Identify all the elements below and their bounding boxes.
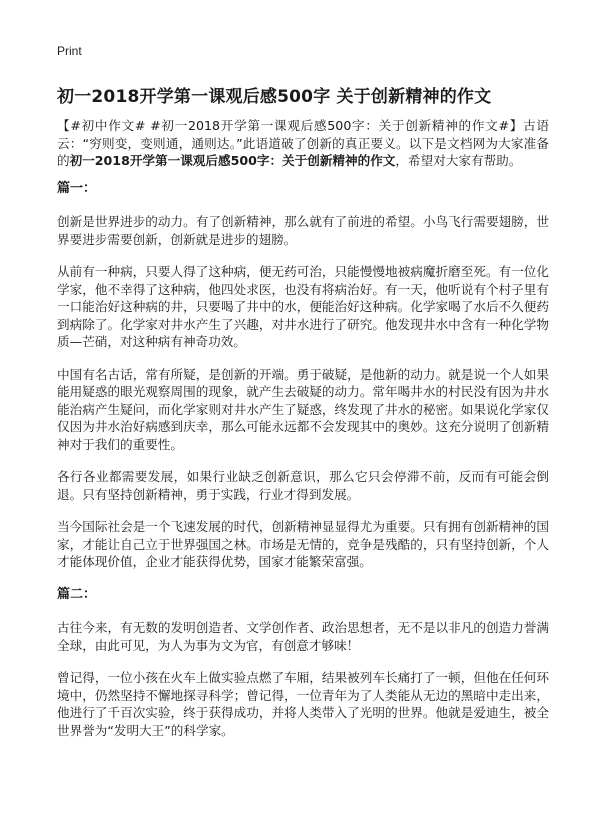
section1-paragraph: 从前有一种病，只要人得了这种病，便无药可治，只能慢慢地被病魔折磨至死。有一位化学家，他不幸得了这种病，他四处求医，也没有将病治好。有一天，他听说有个村子里有一口能治好这种病的井，只要喝了井中的水，便能治好这种病。化学家喝了水后不久便药到病除了。化学家对井水产生了兴趣，对井水进行了研究。他发现井水中含有一种化学物质—芒硝，对这种病有神奇功效。 [57, 264, 549, 349]
section2-paragraph: 古往今来，有无数的发明创造者、文学创作者、政治思想者，无不是以非凡的创造力誉满全球，由此可见，为人为事为文为官，有创意才够味！ [57, 620, 549, 653]
intro-bold-title: 初一2018开学第一课观后感500字：关于创新精神的作文 [69, 153, 396, 168]
section1-paragraph: 各行各业都需要发展，如果行业缺乏创新意识，那么它只会停滞不前，反而有可能会倒退。只有坚持创新精神，勇于实践，行业才得到发展。 [57, 469, 549, 502]
section-heading-1: 篇一： [57, 180, 97, 196]
intro-prefix: 【#初中作文# #初一2018开学第一课观后感500字：关于创新精神的作文#】古语云：“穷则变，变则通，通则达。”此语道破了创新的真正要义。以下是文档网为大家准备的 [57, 118, 549, 168]
intro-suffix: ，希望对大家有帮助。 [395, 153, 522, 168]
section1-paragraph: 创新是世界进步的动力。有了创新精神，那么就有了前进的希望。小鸟飞行需要翅膀，世界要进步需要创新，创新就是进步的翅膀。 [57, 214, 549, 247]
intro-paragraph [57, 117, 549, 170]
section1-paragraph: 中国有名古话，常有所疑，是创新的开端。勇于破疑，是他新的动力。就是说一个人如果能用疑惑的眼光观察周围的现象，就产生去破疑的动力。常年喝井水的村民没有因为井水能治病产生疑问，而化学家则对井水产生了疑惑，终发现了井水的秘密。如果说化学家仅仅因为井水治好病感到庆幸，那么可能永远都不会发现其中的奥妙。这充分说明了创新精神对于我们的重要性。 [57, 366, 549, 452]
page-title: 初一2018开学第一课观后感500字 关于创新精神的作文 [57, 87, 492, 107]
section2-paragraph: 曾记得，一位小孩在火车上做实验点燃了车厢，结果被列车长痛打了一顿，但他在任何环境中，仍然坚持不懈地探寻科学；曾记得，一位青年为了人类能从无边的黑暗中走出来，他进行了千百次实验，终于获得成功，并将人类带入了光明的世界。他就是爱迪生，被全世界誉为“发明大王”的科学家。 [57, 670, 549, 738]
article-body [57, 117, 549, 754]
section1-paragraph: 当今国际社会是一个飞速发展的时代，创新精神显显得尤为重要。只有拥有创新精神的国家，才能让自己立于世界强国之林。市场是无情的，竞争是残酷的，只有坚持创新，个人才能体现价值，企业才能获得优势，国家才能繁荣富强。 [57, 519, 549, 569]
print-link[interactable]: Print [57, 44, 82, 58]
section-heading-2: 篇二： [57, 586, 97, 602]
